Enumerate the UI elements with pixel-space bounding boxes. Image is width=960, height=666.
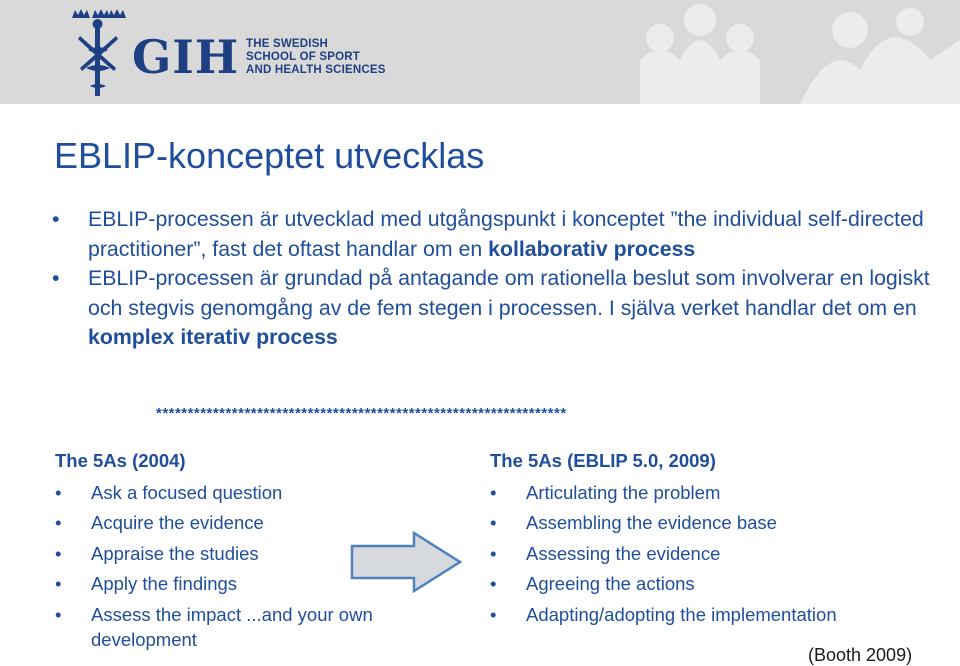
list-item-text: Appraise the studies — [91, 542, 259, 564]
bullet-dot-icon: • — [490, 603, 497, 625]
bullet-item-1 — [52, 205, 932, 264]
list-item-text: Ask a focused question — [91, 481, 283, 503]
list-item — [490, 480, 930, 505]
list-item-text: Agreeing the actions — [526, 573, 695, 594]
right-column-list — [490, 480, 930, 627]
list-item-text: Assessing the evidence — [526, 542, 721, 564]
institution-name — [246, 38, 386, 77]
bullet-dot-icon: • — [55, 603, 62, 625]
bullet-2-text: EBLIP-processen är grundad på antagande om rationella beslut som involverar en logiskt och stegvis genomgång av de fem stegen i processen. I själva verket handlar det om en — [88, 266, 930, 320]
right-column-5as-eblip — [490, 448, 930, 627]
right-column-heading: The 5As (EBLIP 5.0, 2009) — [490, 450, 716, 471]
bullet-dot-icon: • — [490, 542, 497, 564]
gih-crest-icon — [68, 6, 128, 100]
institution-line-1: THE SWEDISH — [246, 38, 329, 50]
list-item-text: Assess the impact ...and your own development — [91, 603, 373, 650]
list-item — [55, 480, 435, 505]
bullet-2-bold-text: komplex iterativ process — [88, 325, 338, 349]
header-banner — [0, 0, 960, 104]
bullet-dot-icon: • — [55, 512, 62, 533]
slide-title: EBLIP-konceptet utvecklas — [54, 135, 485, 176]
list-item-text: Articulating the problem — [526, 481, 721, 503]
left-column-heading: The 5As (2004) — [55, 450, 186, 471]
bullet-dot-icon: • — [52, 207, 60, 231]
list-item — [490, 510, 930, 535]
citation: (Booth 2009) — [808, 645, 913, 665]
bullet-dot-icon: • — [55, 573, 62, 594]
right-arrow-icon — [350, 531, 462, 593]
crown-watermark-decoration — [600, 0, 960, 104]
bullet-1-text: EBLIP-processen är utvecklad med utgångspunkt i konceptet ”the individual self-directed practitioner”, fast det oftast handlar om en — [88, 207, 924, 261]
bullet-1-bold-text: kollaborativ process — [488, 236, 696, 261]
bullet-dot-icon: • — [490, 512, 497, 533]
main-bullet-list — [52, 205, 932, 353]
institution-line-3: AND HEALTH SCIENCES — [246, 64, 386, 76]
institution-line-2: SCHOOL OF SPORT — [246, 51, 360, 63]
list-item-text: Apply the findings — [91, 573, 238, 594]
list-item — [490, 541, 930, 566]
bullet-dot-icon: • — [52, 266, 60, 290]
bullet-dot-icon: • — [490, 573, 497, 594]
list-item — [490, 602, 930, 627]
list-item — [490, 571, 930, 596]
list-item — [55, 602, 435, 652]
list-item-text: Assembling the evidence base — [526, 512, 777, 533]
bullet-dot-icon: • — [490, 481, 497, 503]
list-item-text: Adapting/adopting the implementation — [526, 603, 837, 625]
gih-logo-text: GIH — [132, 30, 240, 84]
asterisk-separator: ***************************************************************** — [156, 405, 567, 422]
bullet-item-2 — [52, 264, 932, 353]
list-item-text: Acquire the evidence — [91, 512, 264, 533]
bullet-dot-icon: • — [55, 542, 62, 564]
bullet-dot-icon: • — [55, 481, 62, 503]
